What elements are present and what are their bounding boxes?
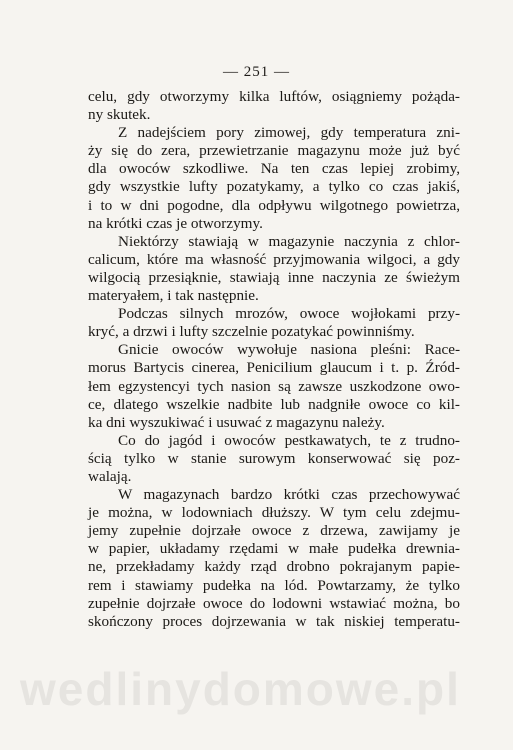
text-line: Co do jagód i owoców pestkawatych, te z trudno- bbox=[118, 431, 460, 449]
text-line: jemy zupełnie dojrzałe owoce z drzewa, zawijamy je bbox=[88, 522, 460, 540]
text-line: dla owoców szkodliwe. Na ten czas lepiej zrobimy, bbox=[88, 160, 460, 178]
text-line: na krótki czas je otworzymy. bbox=[88, 214, 263, 232]
text-line: ce, dlatego wszelkie nadbite lub nadgniłe owoce co kil- bbox=[88, 395, 460, 413]
text-line: ny skutek. bbox=[88, 106, 151, 124]
text-line: wilgocią przesiąknie, stawiają inne naczynia ze świeżym bbox=[88, 268, 460, 286]
text-line: gdy wszystkie lufty pozatykamy, a tylko co czas jakiś, bbox=[88, 178, 460, 196]
text-line: rem i stawiamy pudełka na lód. Powtarzamy, że tylko bbox=[88, 576, 460, 594]
text-line: Niektórzy stawiają w magazynie naczynia z chlor- bbox=[118, 232, 460, 250]
text-line: je można, w lodowniach dłuższy. W tym celu zdejmu- bbox=[88, 504, 460, 522]
text-line: morus Bartycis cinerea, Penicilium glaucum i t. p. Źród- bbox=[88, 359, 460, 377]
text-line: Z nadejściem pory zimowej, gdy temperatura zni- bbox=[118, 124, 460, 142]
text-line: W magazynach bardzo krótki czas przechowywać bbox=[118, 486, 460, 504]
text-line: ne, przekładamy każdy rząd drobno pokrajanym papie- bbox=[88, 558, 460, 576]
text-line: skończony proces dojrzewania w tak niskiej temperatu- bbox=[88, 612, 460, 630]
text-line: ścią tylko w stanie surowym konserwować się poz- bbox=[88, 449, 460, 467]
text-line: w papier, układamy rzędami w małe pudełka drewnia- bbox=[88, 540, 460, 558]
text-line: calicum, które ma własność przyjmowania wilgoci, a gdy bbox=[88, 250, 460, 268]
text-line: Gnicie owoców wywołuje nasiona pleśni: Race- bbox=[118, 341, 460, 359]
text-line: materyałem, i tak następnie. bbox=[88, 287, 259, 305]
page-number: — 251 — bbox=[223, 64, 290, 80]
text-line: zupełnie dojrzałe owoce do lodowni wstawiać można, bo bbox=[88, 594, 460, 612]
text-line: celu, gdy otworzymy kilka luftów, osiągniemy pożąda- bbox=[88, 88, 460, 105]
text-line: ka dni wyszukiwać i usuwać z magazynu należy. bbox=[88, 413, 385, 431]
watermark: wedlinydomowe.pl bbox=[20, 663, 461, 715]
body-text bbox=[88, 88, 460, 631]
text-line: kryć, a drzwi i lufty szczelnie pozatykać powinniśmy. bbox=[88, 323, 415, 341]
text-line: i to w dni pogodne, dla odpływu wilgotnego powietrza, bbox=[88, 196, 460, 214]
text-line: walają. bbox=[88, 467, 132, 485]
text-line: łem egzystencyi tych nasion są zawsze uszkodzone owo- bbox=[88, 377, 460, 395]
text-line: ży się do zera, przewietrzanie magazynu może już być bbox=[88, 142, 460, 160]
text-line: Podczas silnych mrozów, owoce wojłokami przy- bbox=[118, 305, 460, 323]
